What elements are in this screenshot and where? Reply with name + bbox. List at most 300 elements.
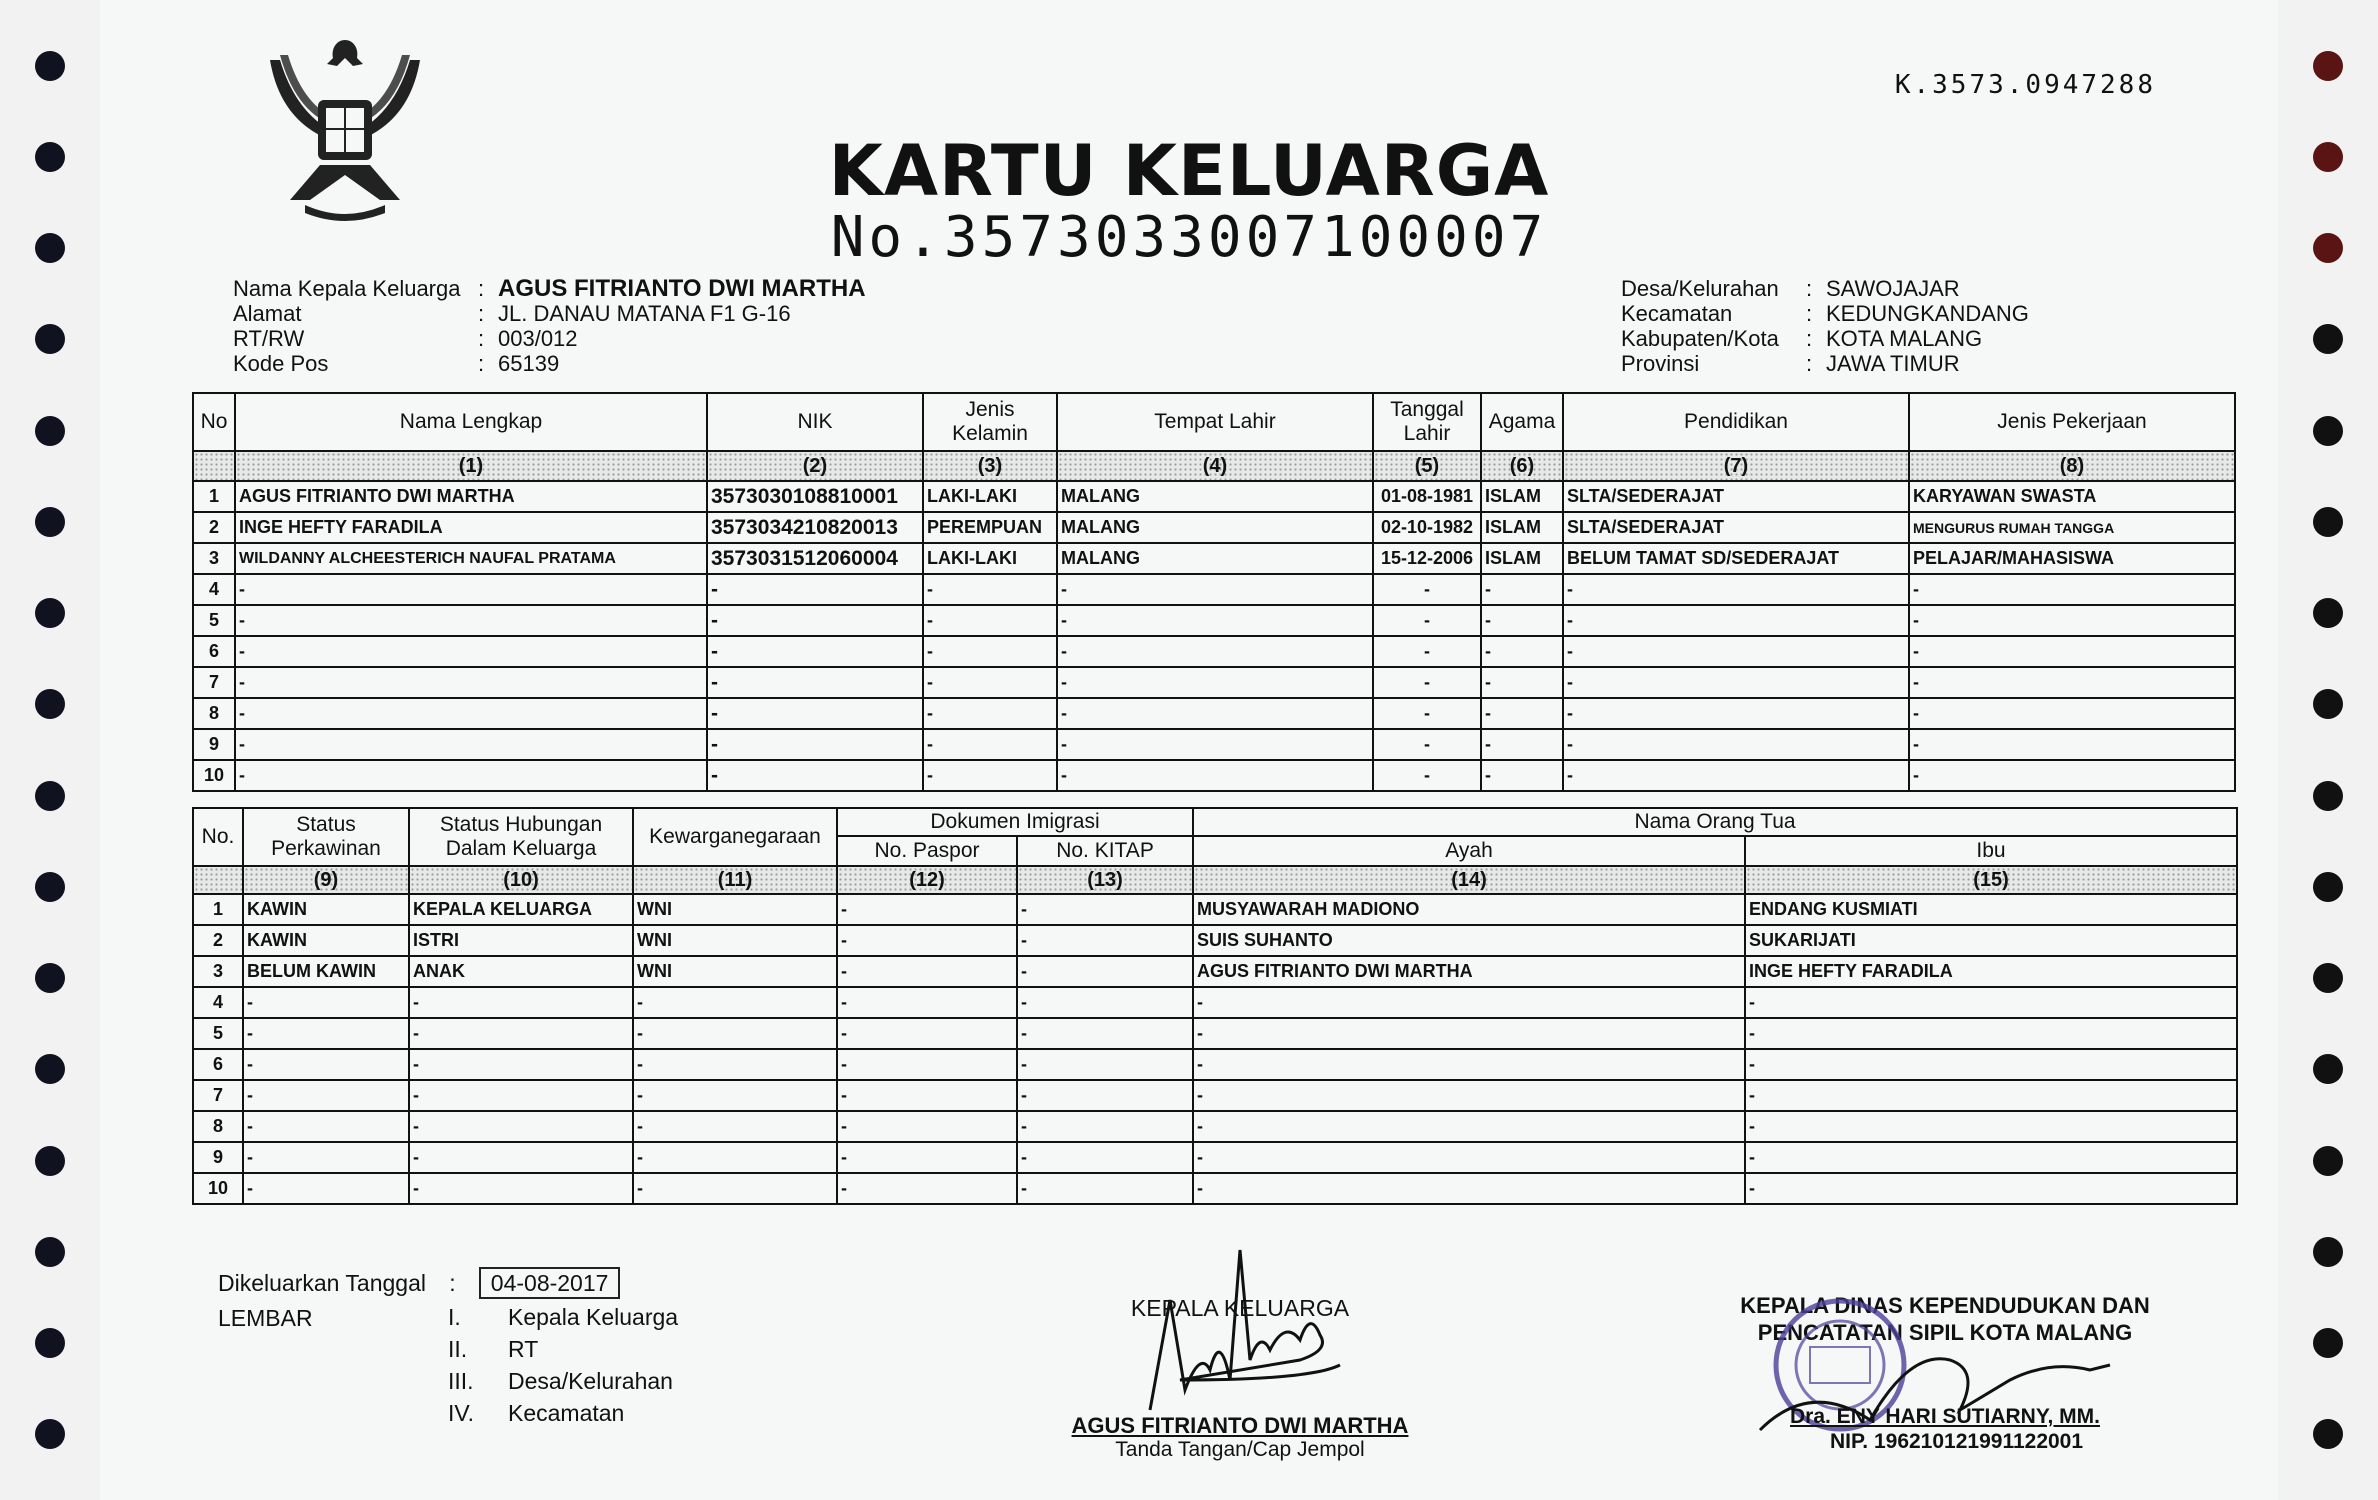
col-header-status-hubungan: Status Hubungan Dalam Keluarga xyxy=(409,808,633,866)
member-cell: INGE HEFTY FARADILA xyxy=(235,512,707,543)
member-cell: - xyxy=(1481,667,1563,698)
status-cell: KAWIN xyxy=(243,894,409,925)
member-cell: 02-10-1982 xyxy=(1373,512,1481,543)
member-cell: - xyxy=(1481,636,1563,667)
member-cell: - xyxy=(1563,729,1909,760)
member-cell: - xyxy=(1563,636,1909,667)
lembar-num: IV. xyxy=(448,1400,475,1426)
official-title-2: PENCATATAN SIPIL KOTA MALANG xyxy=(1757,1320,2133,1345)
info-value: KEDUNGKANDANG xyxy=(1826,301,2029,326)
head-signature-title: KEPALA KELUARGA xyxy=(1130,1295,1350,1321)
page-title: KARTU KELUARGA xyxy=(828,130,1550,212)
index-cell: (8) xyxy=(1909,451,2235,481)
feed-hole xyxy=(35,324,65,354)
info-label: Provinsi xyxy=(1621,351,1700,376)
status-cell: - xyxy=(1017,1142,1193,1173)
info-label: Nama Kepala Keluarga xyxy=(233,276,461,301)
member-cell: - xyxy=(923,605,1057,636)
member-cell: KARYAWAN SWASTA xyxy=(1909,481,2235,512)
status-cell: - xyxy=(1017,1173,1193,1204)
member-cell: - xyxy=(1373,605,1481,636)
status-cell: 5 xyxy=(193,1018,243,1049)
member-cell: - xyxy=(235,698,707,729)
status-cell: - xyxy=(1745,987,2237,1018)
status-index-row xyxy=(193,866,2237,894)
head-signature-name: AGUS FITRIANTO DWI MARTHA xyxy=(1071,1413,1409,1438)
status-cell: - xyxy=(1745,1173,2237,1204)
col-header-ayah: Ayah xyxy=(1193,836,1745,866)
info-label: RT/RW xyxy=(233,326,305,351)
lembar-num: III. xyxy=(448,1368,474,1394)
member-row xyxy=(193,574,2235,605)
col-header-jenis-kelamin: Jenis Kelamin xyxy=(923,393,1057,451)
member-cell: - xyxy=(707,698,923,729)
status-cell: KAWIN xyxy=(243,925,409,956)
feed-hole xyxy=(35,51,65,81)
member-cell: LAKI-LAKI xyxy=(923,543,1057,574)
info-value: AGUS FITRIANTO DWI MARTHA xyxy=(498,275,866,302)
status-cell: - xyxy=(1017,956,1193,987)
member-cell: MALANG xyxy=(1057,512,1373,543)
info-row-rtrw xyxy=(233,326,866,351)
info-value: JL. DANAU MATANA F1 G-16 xyxy=(498,301,791,326)
member-cell: - xyxy=(923,636,1057,667)
status-cell: - xyxy=(1745,1142,2237,1173)
info-colon: : xyxy=(1806,301,1813,326)
member-row xyxy=(193,543,2235,574)
issued-colon: : xyxy=(449,1270,456,1296)
col-header-status-perkawinan: Status Perkawinan xyxy=(243,808,409,866)
member-cell: PEREMPUAN xyxy=(923,512,1057,543)
feed-hole xyxy=(35,689,65,719)
members-index-row xyxy=(193,451,2235,481)
status-cell: 7 xyxy=(193,1080,243,1111)
status-cell: BELUM KAWIN xyxy=(243,956,409,987)
member-cell: - xyxy=(1909,636,2235,667)
status-cell: - xyxy=(837,1173,1017,1204)
status-cell: - xyxy=(409,1049,633,1080)
info-row-alamat xyxy=(233,301,866,326)
status-cell: - xyxy=(633,1080,837,1111)
lembar-text: Kepala Keluarga xyxy=(508,1304,679,1330)
member-cell: - xyxy=(1373,760,1481,791)
status-row xyxy=(193,956,2237,987)
info-colon: : xyxy=(478,326,485,351)
member-cell: 6 xyxy=(193,636,235,667)
index-cell: (5) xyxy=(1373,451,1481,481)
index-cell: (4) xyxy=(1057,451,1373,481)
feed-hole xyxy=(35,598,65,628)
info-label: Kabupaten/Kota xyxy=(1621,326,1779,351)
status-cell: WNI xyxy=(633,894,837,925)
member-cell: MALANG xyxy=(1057,543,1373,574)
feed-hole xyxy=(2313,963,2343,993)
status-cell: MUSYAWARAH MADIONO xyxy=(1193,894,1745,925)
members-table xyxy=(192,392,2236,792)
lembar-text: Kecamatan xyxy=(508,1400,625,1426)
status-cell: - xyxy=(837,1111,1017,1142)
info-colon: : xyxy=(1806,351,1813,376)
status-cell: - xyxy=(633,1142,837,1173)
info-value: 65139 xyxy=(498,351,560,376)
member-cell: 3573030108810001 xyxy=(707,481,923,512)
member-row xyxy=(193,481,2235,512)
index-cell: (14) xyxy=(1193,866,1745,894)
member-cell: - xyxy=(1481,729,1563,760)
info-colon: : xyxy=(478,351,485,376)
member-cell: - xyxy=(1057,574,1373,605)
status-cell: - xyxy=(837,987,1017,1018)
member-cell: - xyxy=(1373,574,1481,605)
lembar-num: II. xyxy=(448,1336,468,1362)
status-cell: - xyxy=(1193,1142,1745,1173)
family-info-right xyxy=(1621,276,2029,376)
member-cell: LAKI-LAKI xyxy=(923,481,1057,512)
status-row xyxy=(193,1049,2237,1080)
index-cell: (3) xyxy=(923,451,1057,481)
lembar-list xyxy=(448,1301,678,1429)
member-cell: - xyxy=(1057,636,1373,667)
member-cell: - xyxy=(1481,574,1563,605)
info-colon: : xyxy=(478,301,485,326)
member-cell: - xyxy=(1057,667,1373,698)
status-cell: ISTRI xyxy=(409,925,633,956)
member-cell: 15-12-2006 xyxy=(1373,543,1481,574)
info-value: KOTA MALANG xyxy=(1826,326,1983,351)
feed-hole xyxy=(35,1419,65,1449)
status-cell: - xyxy=(1193,1018,1745,1049)
index-cell: (12) xyxy=(837,866,1017,894)
col-header-nama: Nama Lengkap xyxy=(235,393,707,451)
info-label: Alamat xyxy=(233,301,302,326)
status-cell: 3 xyxy=(193,956,243,987)
member-cell: - xyxy=(1481,760,1563,791)
lembar-num: I. xyxy=(448,1304,461,1330)
member-cell: - xyxy=(1373,636,1481,667)
info-label: Desa/Kelurahan xyxy=(1621,276,1779,301)
document-serial: K.3573.0947288 xyxy=(1894,70,2156,100)
status-cell: 1 xyxy=(193,894,243,925)
member-cell: BELUM TAMAT SD/SEDERAJAT xyxy=(1563,543,1909,574)
status-row xyxy=(193,894,2237,925)
member-cell: - xyxy=(1563,698,1909,729)
col-header-no: No. xyxy=(193,808,243,866)
member-cell: - xyxy=(1481,698,1563,729)
member-cell: - xyxy=(707,636,923,667)
member-cell: - xyxy=(1373,667,1481,698)
status-cell: - xyxy=(633,1173,837,1204)
lembar-item xyxy=(448,1365,678,1397)
member-cell: - xyxy=(235,760,707,791)
status-cell: ENDANG KUSMIATI xyxy=(1745,894,2237,925)
member-cell: - xyxy=(707,729,923,760)
status-cell: - xyxy=(243,1018,409,1049)
member-cell: AGUS FITRIANTO DWI MARTHA xyxy=(235,481,707,512)
member-cell: - xyxy=(235,729,707,760)
status-cell: - xyxy=(409,1018,633,1049)
issued-block xyxy=(218,1270,620,1297)
feed-hole xyxy=(2313,1419,2343,1449)
member-row xyxy=(193,667,2235,698)
status-header-row-1 xyxy=(193,808,2237,836)
member-cell: MENGURUS RUMAH TANGGA xyxy=(1909,512,2235,543)
status-cell: - xyxy=(409,1142,633,1173)
col-header-pekerjaan: Jenis Pekerjaan xyxy=(1909,393,2235,451)
feed-hole xyxy=(2313,781,2343,811)
status-cell: - xyxy=(243,1080,409,1111)
status-cell: - xyxy=(1745,1080,2237,1111)
feed-hole xyxy=(2313,1146,2343,1176)
status-cell: - xyxy=(409,987,633,1018)
status-cell: 2 xyxy=(193,925,243,956)
feed-hole xyxy=(35,963,65,993)
status-cell: - xyxy=(837,925,1017,956)
lembar-text: RT xyxy=(508,1336,539,1362)
status-cell: 4 xyxy=(193,987,243,1018)
member-cell: - xyxy=(1373,729,1481,760)
feed-hole xyxy=(2313,1054,2343,1084)
member-row xyxy=(193,636,2235,667)
lembar-text: Desa/Kelurahan xyxy=(508,1368,673,1394)
status-cell: 6 xyxy=(193,1049,243,1080)
info-row-provinsi xyxy=(1621,351,2029,376)
index-cell: (11) xyxy=(633,866,837,894)
info-row-kepala xyxy=(233,276,866,301)
member-cell: 3 xyxy=(193,543,235,574)
member-cell: - xyxy=(1057,729,1373,760)
head-signature-caption: Tanda Tangan/Cap Jempol xyxy=(1115,1438,1365,1461)
info-row-kodepos xyxy=(233,351,866,376)
feed-hole xyxy=(2313,51,2343,81)
member-cell: - xyxy=(923,698,1057,729)
info-colon: : xyxy=(1806,276,1813,301)
member-cell: - xyxy=(235,636,707,667)
member-cell: 2 xyxy=(193,512,235,543)
feed-hole xyxy=(35,1328,65,1358)
member-cell: - xyxy=(235,574,707,605)
status-cell: - xyxy=(837,956,1017,987)
feed-hole xyxy=(2313,1328,2343,1358)
member-cell: 5 xyxy=(193,605,235,636)
index-cell-blank xyxy=(193,866,243,894)
lembar-item xyxy=(448,1301,678,1333)
info-row-desa xyxy=(1621,276,2029,301)
feed-hole xyxy=(35,1146,65,1176)
member-cell: - xyxy=(707,667,923,698)
index-cell: (1) xyxy=(235,451,707,481)
info-row-kabupaten xyxy=(1621,326,2029,351)
member-cell: - xyxy=(1563,574,1909,605)
member-cell: 8 xyxy=(193,698,235,729)
status-cell: - xyxy=(633,1018,837,1049)
status-cell: - xyxy=(409,1111,633,1142)
family-info-left xyxy=(233,276,866,376)
status-cell: - xyxy=(1017,1111,1193,1142)
status-body xyxy=(193,894,2237,1204)
member-cell: WILDANNY ALCHEESTERICH NAUFAL PRATAMA xyxy=(235,543,707,574)
member-row xyxy=(193,760,2235,791)
status-cell: - xyxy=(1193,1173,1745,1204)
lembar-item xyxy=(448,1397,678,1429)
feed-hole xyxy=(2313,689,2343,719)
members-header-row xyxy=(193,393,2235,451)
status-cell: - xyxy=(243,1111,409,1142)
member-row xyxy=(193,729,2235,760)
feed-hole xyxy=(35,872,65,902)
status-cell: - xyxy=(837,1018,1017,1049)
index-cell: (9) xyxy=(243,866,409,894)
member-cell: - xyxy=(923,729,1057,760)
col-header-no-paspor: No. Paspor xyxy=(837,836,1017,866)
status-cell: - xyxy=(1193,1080,1745,1111)
feed-hole xyxy=(35,416,65,446)
status-cell: - xyxy=(1193,1049,1745,1080)
member-cell: - xyxy=(707,760,923,791)
status-cell: - xyxy=(1193,987,1745,1018)
status-cell: - xyxy=(1017,894,1193,925)
official-name: Dra. ENY HARI SUTIARNY, MM. xyxy=(1790,1405,2100,1428)
index-cell-blank xyxy=(193,451,235,481)
col-header-agama: Agama xyxy=(1481,393,1563,451)
member-cell: SLTA/SEDERAJAT xyxy=(1563,481,1909,512)
status-cell: - xyxy=(633,1111,837,1142)
status-cell: - xyxy=(1193,1111,1745,1142)
index-cell: (7) xyxy=(1563,451,1909,481)
official-title-1: KEPALA DINAS KEPENDUDUKAN DAN xyxy=(1740,1293,2150,1318)
info-value: 003/012 xyxy=(498,326,578,351)
info-label: Kode Pos xyxy=(233,351,329,376)
member-cell: 3573031512060004 xyxy=(707,543,923,574)
member-cell: PELAJAR/MAHASISWA xyxy=(1909,543,2235,574)
member-cell: 7 xyxy=(193,667,235,698)
member-cell: - xyxy=(923,760,1057,791)
member-cell: 1 xyxy=(193,481,235,512)
status-cell: - xyxy=(1745,1111,2237,1142)
col-header-tempat-lahir: Tempat Lahir xyxy=(1057,393,1373,451)
status-cell: - xyxy=(1017,987,1193,1018)
status-cell: - xyxy=(243,1049,409,1080)
col-header-nama-orang-tua: Nama Orang Tua xyxy=(1193,808,2237,836)
status-cell: KEPALA KELUARGA xyxy=(409,894,633,925)
status-row xyxy=(193,1142,2237,1173)
status-cell: ANAK xyxy=(409,956,633,987)
status-cell: 9 xyxy=(193,1142,243,1173)
member-cell: 10 xyxy=(193,760,235,791)
member-cell: - xyxy=(923,667,1057,698)
member-cell: - xyxy=(1481,605,1563,636)
member-cell: - xyxy=(1909,729,2235,760)
info-colon: : xyxy=(478,276,485,301)
index-cell: (6) xyxy=(1481,451,1563,481)
status-cell: - xyxy=(1745,1018,2237,1049)
member-cell: - xyxy=(1057,605,1373,636)
index-cell: (10) xyxy=(409,866,633,894)
status-cell: - xyxy=(1017,1080,1193,1111)
status-cell: - xyxy=(409,1080,633,1111)
status-cell: 8 xyxy=(193,1111,243,1142)
status-cell: AGUS FITRIANTO DWI MARTHA xyxy=(1193,956,1745,987)
col-header-pendidikan: Pendidikan xyxy=(1563,393,1909,451)
status-table xyxy=(192,807,2238,1205)
member-cell: MALANG xyxy=(1057,481,1373,512)
member-row xyxy=(193,698,2235,729)
feed-hole xyxy=(35,1054,65,1084)
lembar-item xyxy=(448,1333,678,1365)
col-header-no: No xyxy=(193,393,235,451)
feed-hole xyxy=(35,781,65,811)
member-cell: - xyxy=(1909,667,2235,698)
member-cell: 9 xyxy=(193,729,235,760)
official-nip: NIP. 196210121991122001 xyxy=(1830,1430,2084,1453)
member-cell: - xyxy=(707,574,923,605)
info-label: Kecamatan xyxy=(1621,301,1733,326)
status-cell: WNI xyxy=(633,956,837,987)
status-cell: - xyxy=(1017,1049,1193,1080)
member-cell: - xyxy=(1909,760,2235,791)
member-cell: - xyxy=(923,574,1057,605)
status-cell: - xyxy=(1745,1049,2237,1080)
issued-label: Dikeluarkan Tanggal xyxy=(218,1270,426,1296)
member-cell: ISLAM xyxy=(1481,481,1563,512)
lembar-label: LEMBAR xyxy=(218,1305,313,1331)
info-colon: : xyxy=(1806,326,1813,351)
member-cell: - xyxy=(1373,698,1481,729)
status-cell: - xyxy=(243,1173,409,1204)
status-row xyxy=(193,1080,2237,1111)
member-cell: ISLAM xyxy=(1481,512,1563,543)
member-cell: - xyxy=(235,605,707,636)
status-cell: - xyxy=(837,1049,1017,1080)
status-cell: - xyxy=(633,987,837,1018)
status-row xyxy=(193,1173,2237,1204)
col-header-nik: NIK xyxy=(707,393,923,451)
index-cell: (13) xyxy=(1017,866,1193,894)
col-header-tanggal-lahir: Tanggal Lahir xyxy=(1373,393,1481,451)
member-cell: - xyxy=(1909,698,2235,729)
index-cell: (15) xyxy=(1745,866,2237,894)
head-signature-icon xyxy=(1110,1240,1360,1420)
feed-hole xyxy=(2313,507,2343,537)
status-row xyxy=(193,1018,2237,1049)
member-cell: 01-08-1981 xyxy=(1373,481,1481,512)
member-cell: - xyxy=(1057,760,1373,791)
feed-hole xyxy=(2313,598,2343,628)
member-cell: SLTA/SEDERAJAT xyxy=(1563,512,1909,543)
info-row-kecamatan xyxy=(1621,301,2029,326)
member-cell: - xyxy=(235,667,707,698)
info-value: JAWA TIMUR xyxy=(1826,351,1960,376)
col-header-kewarganegaraan: Kewarganegaraan xyxy=(633,808,837,866)
feed-hole xyxy=(35,1237,65,1267)
status-cell: SUIS SUHANTO xyxy=(1193,925,1745,956)
status-cell: - xyxy=(243,987,409,1018)
status-cell: - xyxy=(837,1080,1017,1111)
member-cell: - xyxy=(1563,605,1909,636)
status-cell: - xyxy=(633,1049,837,1080)
status-cell: WNI xyxy=(633,925,837,956)
info-value: SAWOJAJAR xyxy=(1826,276,1960,301)
member-cell: - xyxy=(1909,605,2235,636)
status-cell: - xyxy=(837,894,1017,925)
kk-number: No.3573033007100007 xyxy=(830,205,1548,270)
status-cell: - xyxy=(1017,925,1193,956)
members-body xyxy=(193,481,2235,791)
status-cell: INGE HEFTY FARADILA xyxy=(1745,956,2237,987)
status-cell: 10 xyxy=(193,1173,243,1204)
status-row xyxy=(193,987,2237,1018)
status-row xyxy=(193,1111,2237,1142)
feed-hole xyxy=(2313,1237,2343,1267)
